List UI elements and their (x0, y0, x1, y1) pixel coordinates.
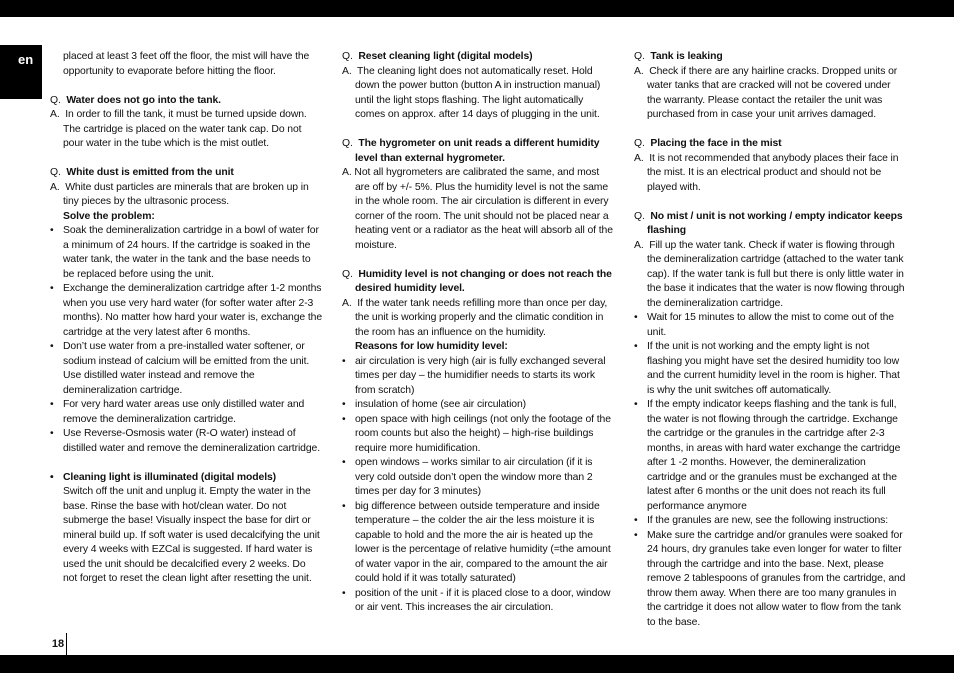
question-white-dust: Q. White dust is emitted from the unit (50, 167, 234, 178)
question-water-tank: Q. Water does not go into the tank. (50, 94, 221, 106)
reasons-heading: Reasons for low humidity level: (355, 341, 508, 352)
question-tank-leaking: Q. Tank is leaking (634, 51, 723, 62)
answer-reset-light: A. The cleaning light does not automatically reset. Hold down the power button (button A in instruction manual) until the light stops flashing. The light automatically comes on approx. after 14 days of plugging in the unit. (342, 65, 601, 120)
language-code: en (18, 52, 34, 67)
top-bar (0, 0, 954, 17)
list-item: • Make sure the cartridge and/or granules were soaked for 24 hours, dry granules take even longer for water to filter through the cartridge and into the base. Next, please remove 2 tablespoons of granules from the cartridge, and throw them away. When there are too many granules in the cartridge it does not allow water to flow from the tank to the base. (634, 529, 906, 631)
list-item: • position of the unit - if it is placed close to a door, window or air vent. This increases the air circulation. (342, 587, 614, 616)
question-hygrometer: Q. The hygrometer on unit reads a different humidity level than external hygrometer. (342, 138, 600, 164)
answer-humidity-level: A. If the water tank needs refilling more than once per day, the unit is working properly and the climatic condition in the room has an influence on the humidity. (342, 297, 608, 338)
question-face-in-mist: Q. Placing the face in the mist (634, 138, 782, 149)
column-1 (50, 50, 322, 587)
column-3 (634, 50, 906, 630)
cleaning-light-text: Switch off the unit and unplug it. Empty the water in the base. Rinse the base with hot/clean water. Do not submerge the base! Visually inspect the base for dirt or mineral build up. If soft water is used decalcifying the unit every 4 weeks with EZCal is suggested. If hard water is used the unit should be decalcified every 2 weeks. Do not forget to reset the clean light after resetting the unit. (63, 486, 320, 584)
column-2 (342, 50, 614, 616)
list-item: • Use Reverse-Osmosis water (R-O water) instead of distilled water and remove the demineralization cartridge. (50, 427, 322, 456)
answer-water-tank: A. In order to fill the tank, it must be turned upside down. The cartridge is placed on the water tank cap. Do not pour water in the tube which is the mist outlet. (50, 109, 307, 149)
list-item: • If the empty indicator keeps flashing and the tank is full, the water is not flowing through the cartridge. Exchange the cartridge or the granules in the cartridge after 2-3 months, in areas with hard water exchange the cartridge after 1 -2 months. However, the demineralization cartridge and or the granules must be exchanged at the latest after 6 months or the unit does not reach its full performance anymore (634, 398, 906, 514)
answer-face-in-mist: A. It is not recommended that anybody places their face in the mist. It is an electrical product and should not be played with. (634, 152, 899, 193)
list-item: • air circulation is very high (air is fully exchanged several times per day – the humidifier needs to starts its work from scratch) (342, 355, 614, 399)
solve-heading: Solve the problem: (63, 210, 155, 222)
list-item: • open windows – works similar to air circulation (if it is very cold outside don’t open the window more than 2 times per day for 3 minutes) (342, 456, 614, 500)
list-item: • big difference between outside temperature and inside temperature – the colder the air the less moisture it is capable to hold and the more the air is heated up the lower is the percentage of relative humidity (=the amount of water vapor in the air, compared to the amount the air could hold if it was totally saturated) (342, 500, 614, 587)
intro-text: placed at least 3 feet off the floor, the mist will have the opportunity to evaporate before hitting the floor. (63, 51, 310, 77)
language-tab (0, 45, 42, 99)
list-item: • insulation of home (see air circulation) (342, 398, 614, 413)
bottom-bar (0, 655, 954, 673)
list-item: • open space with high ceilings (not only the footage of the room counts but also the height) – high-rise buildings require more humidification. (342, 413, 614, 457)
answer-hygrometer: A. Not all hygrometers are calibrated the same, and most are off by +/- 5%. Plus the humidity level is not the same in the whole room. The air circulation is different in every corner of the room. The unit should not be placed near a heating vent or a radiator as the heat will absorb all of the moisture. (342, 167, 613, 251)
list-item: • For very hard water areas use only distilled water and remove the demineralization cartridge. (50, 398, 322, 427)
list-item: • Exchange the demineralization cartridge after 1-2 months when you use very hard water (for softer water after 2-3 months). No matter how hard your water is, exchange the cartridge at the very latest after 6 months. (50, 282, 322, 340)
page-number: 18 (50, 633, 67, 655)
answer-no-mist: A. Fill up the water tank. Check if water is flowing through the demineralization cartridge (attached to the water tank cap). If the water tank is full but there is only little water in the base it indicates that the water is now flowing through the demineralization cartridge. (634, 239, 905, 309)
answer-tank-leaking: A. Check if there are any hairline cracks. Dropped units or water tanks that are cracked will not be covered under the warranty. Please contact the retailer the unit was purchased from in case your unit arrives damaged. (634, 65, 898, 120)
list-item: • If the unit is not working and the empty light is not flashing you might have set the desired humidity too low and the current humidity level in the room is higher. That is why the unit switches off automatically. (634, 340, 906, 398)
question-no-mist: Q. No mist / unit is not working / empty indicator keeps flashing (634, 210, 903, 236)
list-item: • If the granules are new, see the following instructions: (634, 514, 906, 529)
question-humidity-level: Q. Humidity level is not changing or does not reach the desired humidity level. (342, 268, 612, 294)
cleaning-light-heading: • Cleaning light is illuminated (digital models) (50, 471, 322, 486)
answer-white-dust: A. White dust particles are minerals that are broken up in tiny pieces by the ultrasonic process. (50, 181, 309, 207)
list-item: • Wait for 15 minutes to allow the mist to come out of the unit. (634, 311, 906, 340)
question-reset-light: Q. Reset cleaning light (digital models) (342, 51, 533, 62)
list-item: • Don’t use water from a pre-installed water softener, or sodium instead of calcium will be emitted from the unit. Use distilled water instead and remove the demineralization cartridge. (50, 340, 322, 398)
list-item: • Soak the demineralization cartridge in a bowl of water for a minimum of 24 hours. If the cartridge is soaked in the water tank, the water in the tank and the base needs to be replaced before using the unit. (50, 224, 322, 282)
